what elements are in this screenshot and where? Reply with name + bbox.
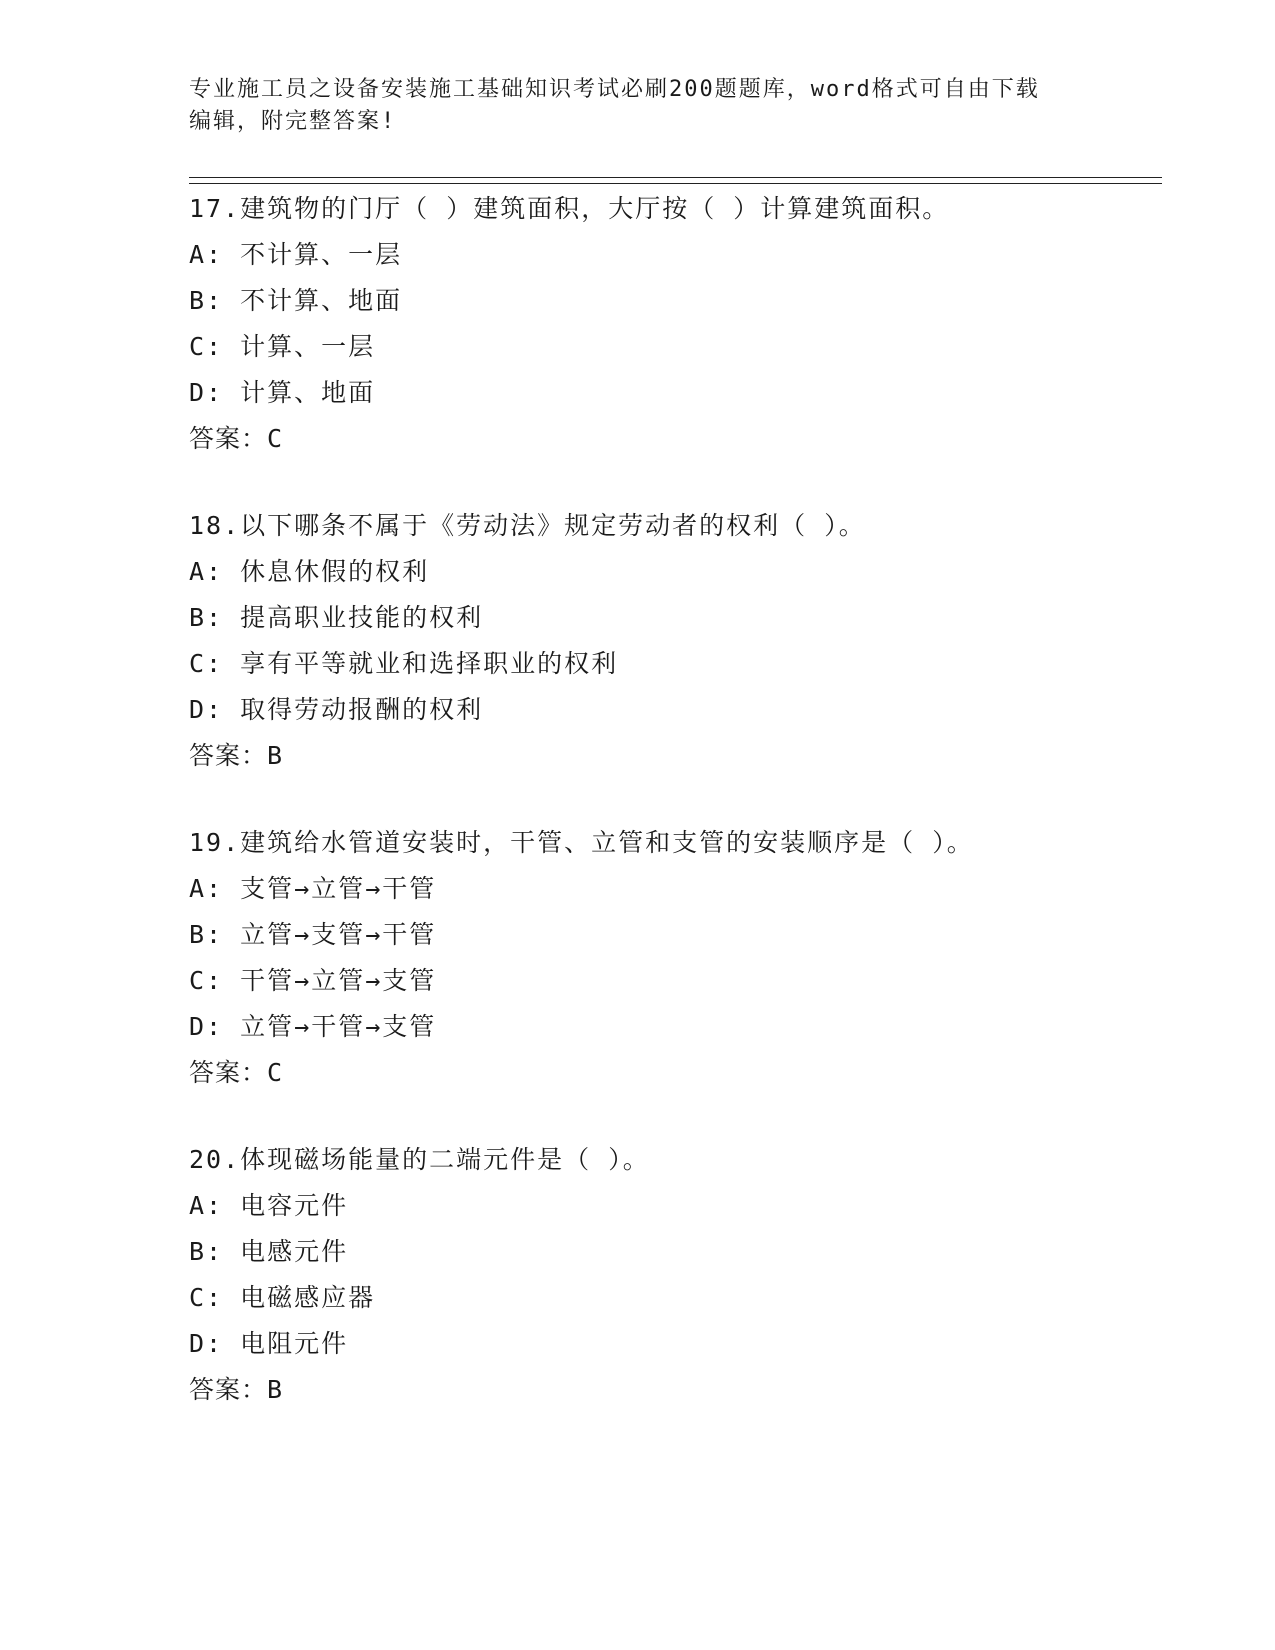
option-c: C: 计算、一层 (189, 332, 376, 361)
option-a: A: 休息休假的权利 (189, 557, 430, 586)
question-stem: 19.建筑给水管道安装时，干管、立管和支管的安装顺序是（ ）。 (189, 828, 974, 857)
option-b: B: 电感元件 (189, 1237, 349, 1266)
option-a: A: 电容元件 (189, 1191, 349, 1220)
option-c: C: 享有平等就业和选择职业的权利 (189, 649, 619, 678)
question-17 (189, 186, 1149, 462)
option-d: D: 电阻元件 (189, 1329, 349, 1358)
option-a: A: 不计算、一层 (189, 240, 403, 269)
option-b: B: 立管→支管→干管 (189, 920, 437, 949)
header-divider-top (189, 177, 1162, 178)
option-a: A: 支管→立管→干管 (189, 874, 437, 903)
question-20 (189, 1137, 1149, 1413)
option-d: D: 取得劳动报酬的权利 (189, 695, 484, 724)
option-d: D: 立管→干管→支管 (189, 1012, 437, 1041)
answer: 答案：C (189, 1058, 284, 1087)
option-d: D: 计算、地面 (189, 378, 376, 407)
option-b: B: 不计算、地面 (189, 286, 403, 315)
document-header (189, 74, 1089, 138)
header-line-1: 专业施工员之设备安装施工基础知识考试必刷200题题库，word格式可自由下载 (189, 77, 1040, 102)
answer: 答案：B (189, 741, 284, 770)
answer: 答案：C (189, 424, 284, 453)
header-divider-bottom (189, 183, 1162, 184)
option-c: C: 干管→立管→支管 (189, 966, 437, 995)
question-stem: 20.体现磁场能量的二端元件是（ ）。 (189, 1145, 650, 1174)
question-stem: 17.建筑物的门厅（ ）建筑面积，大厅按（ ）计算建筑面积。 (189, 194, 950, 223)
header-line-2: 编辑，附完整答案! (189, 109, 397, 134)
answer: 答案：B (189, 1375, 284, 1404)
option-b: B: 提高职业技能的权利 (189, 603, 484, 632)
option-c: C: 电磁感应器 (189, 1283, 376, 1312)
question-stem: 18.以下哪条不属于《劳动法》规定劳动者的权利（ ）。 (189, 511, 866, 540)
question-18 (189, 503, 1149, 779)
question-19 (189, 820, 1149, 1096)
